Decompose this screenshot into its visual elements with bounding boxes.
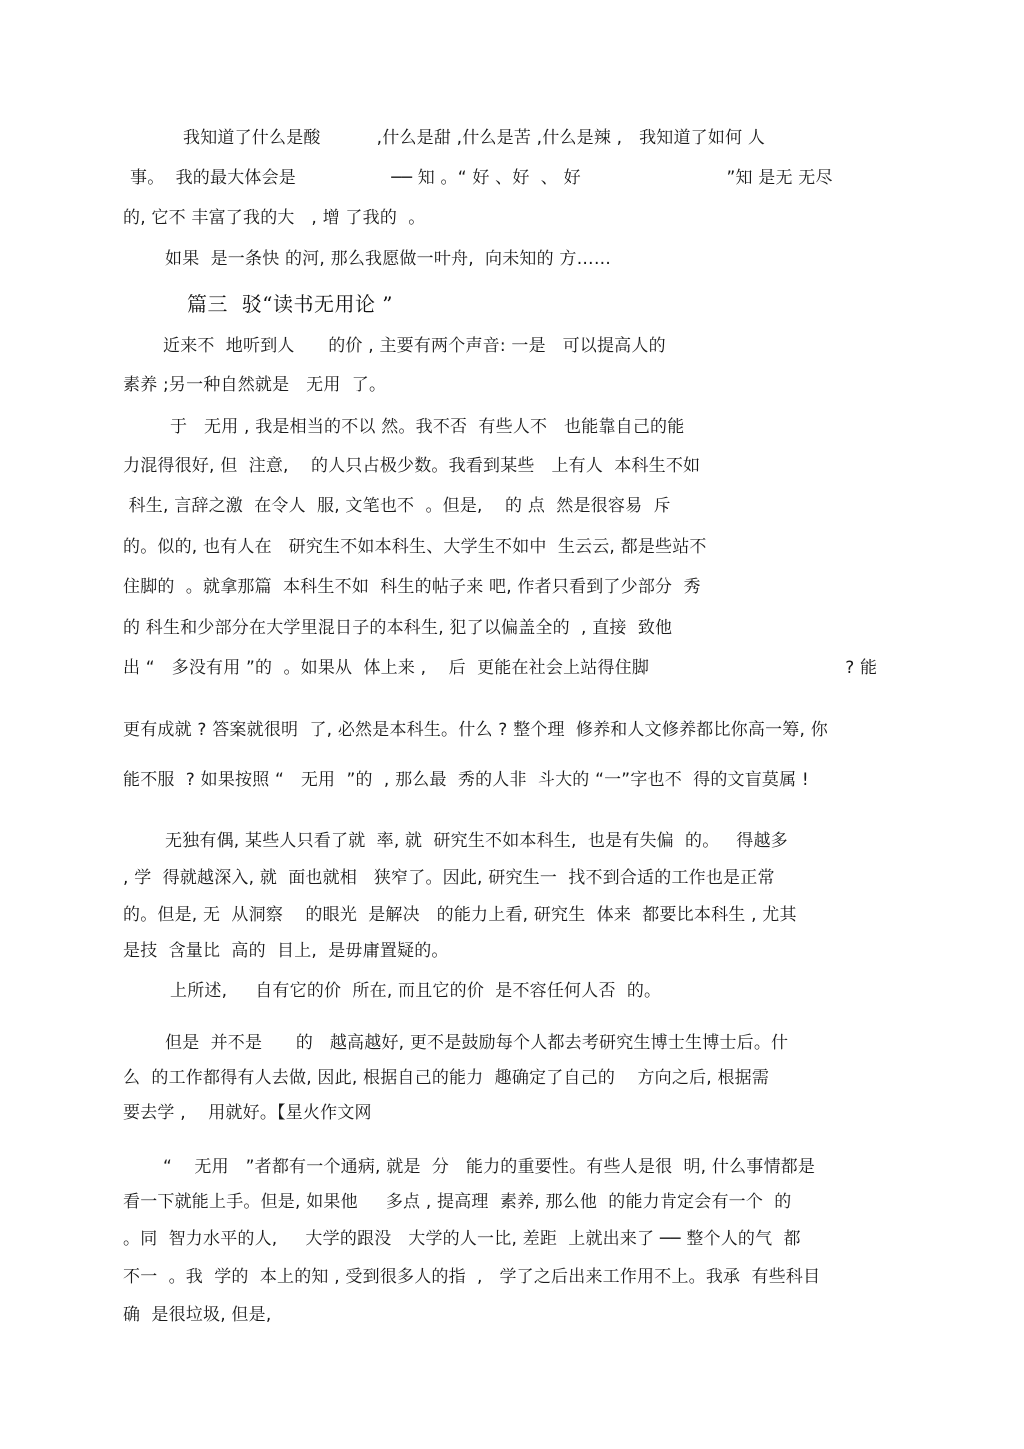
text-line: 的 科生和少部分在大学里混日子的本科生, 犯了以偏盖全的 , 直接 致他 <box>123 618 673 638</box>
text-line: , 学 得就越深入, 就 面也就相 狭窄了。因此, 研究生一 找不到合适的工作也是正常 <box>123 868 775 888</box>
text-line: 住脚的 。就拿那篇 本科生不如 科生的帖子来 吧, 作者只看到了少部分 秀 <box>123 577 701 597</box>
text-line: 能不服 ? 如果按照 “ 无用 ”的 , 那么最 秀的人非 斗大的 “一”字也不 得的文盲莫属 ! <box>123 770 809 790</box>
text-line: 于 无用 , 我是相当的不以 然。我不否 有些人不 也能靠自己的能 <box>170 417 685 437</box>
text-line: 的。但是, 无 从洞察 的眼光 是解决 的能力上看, 研究生 体来 都要比本科生 , 尤其 <box>123 905 797 925</box>
text-line: 是技 含量比 高的 目上, 是毋庸置疑的。 <box>123 941 449 961</box>
text-line: 不一 。我 学的 本上的知 , 受到很多人的指 , 学了之后出来工作用不上。我承 有些科目 <box>123 1267 821 1287</box>
text-line: 的, 它不 丰富了我的大 , 增 了我的 。 <box>123 208 426 228</box>
text-line: 看一下就能上手。但是, 如果他 多点 , 提高理 素养, 那么他 的能力肯定会有一个 的 <box>123 1192 792 1212</box>
text-line: 我知道了什么是酸 ,什么是甜 ,什么是苦 ,什么是辣 , 我知道了如何 人 <box>183 128 766 148</box>
text-line: 出 “ 多没有用 ”的 。如果从 体上来 , 后 更能在社会上站得住脚 ? 能 <box>123 658 878 678</box>
text-line: 力混得很好, 但 注意, 的人只占极少数。我看到某些 上有人 本科生不如 <box>123 456 701 476</box>
text-line: 更有成就 ? 答案就很明 了, 必然是本科生。什么 ? 整个理 修养和人文修养都比你高一筹, 你 <box>123 720 828 740</box>
section-heading: 篇三 驳“读书无用论 ” <box>187 292 394 316</box>
text-line: 确 是很垃圾, 但是, <box>123 1305 272 1325</box>
text-line: 事。 我的最大体会是 ── 知 。“ 好 、好 、 好 ”知 是无 无尽 <box>130 168 833 188</box>
text-line: 的。似的, 也有人在 研究生不如本科生、大学生不如中 生云云, 都是些站不 <box>123 537 707 557</box>
text-line: 科生, 言辞之激 在令人 服, 文笔也不 。但是, 的 点 然是很容易 斥 <box>123 496 671 516</box>
text-line: 无独有偶, 某些人只看了就 率, 就 研究生不如本科生, 也是有失偏 的。 得越多 <box>165 831 788 851</box>
text-line: 上所述, 自有它的价 所在, 而且它的价 是不容任何人否 的。 <box>170 981 662 1001</box>
text-line: 但是 并不是 的 越高越好, 更不是鼓励每个人都去考研究生博士生博士后。什 <box>165 1033 789 1053</box>
text-line: 么 的工作都得有人去做, 因此, 根据自己的能力 趣确定了自己的 方向之后, 根据需 <box>123 1068 770 1088</box>
text-line: 近来不 地听到人 的价 , 主要有两个声音: 一是 可以提高人的 <box>163 336 666 356</box>
text-line: 如果 是一条快 的河, 那么我愿做一叶舟, 向未知的 方…… <box>165 249 612 269</box>
text-line: 。同 智力水平的人, 大学的跟没 大学的人一比, 差距 上就出来了 ── 整个人的气 都 <box>123 1229 801 1249</box>
text-line: 要去学 , 用就好。【星火作文网 <box>123 1103 372 1123</box>
text-line: 素养 ;另一种自然就是 无用 了。 <box>123 375 387 395</box>
text-line: “ 无用 ”者都有一个通病, 就是 分 能力的重要性。有些人是很 明, 什么事情都是 <box>163 1157 816 1177</box>
